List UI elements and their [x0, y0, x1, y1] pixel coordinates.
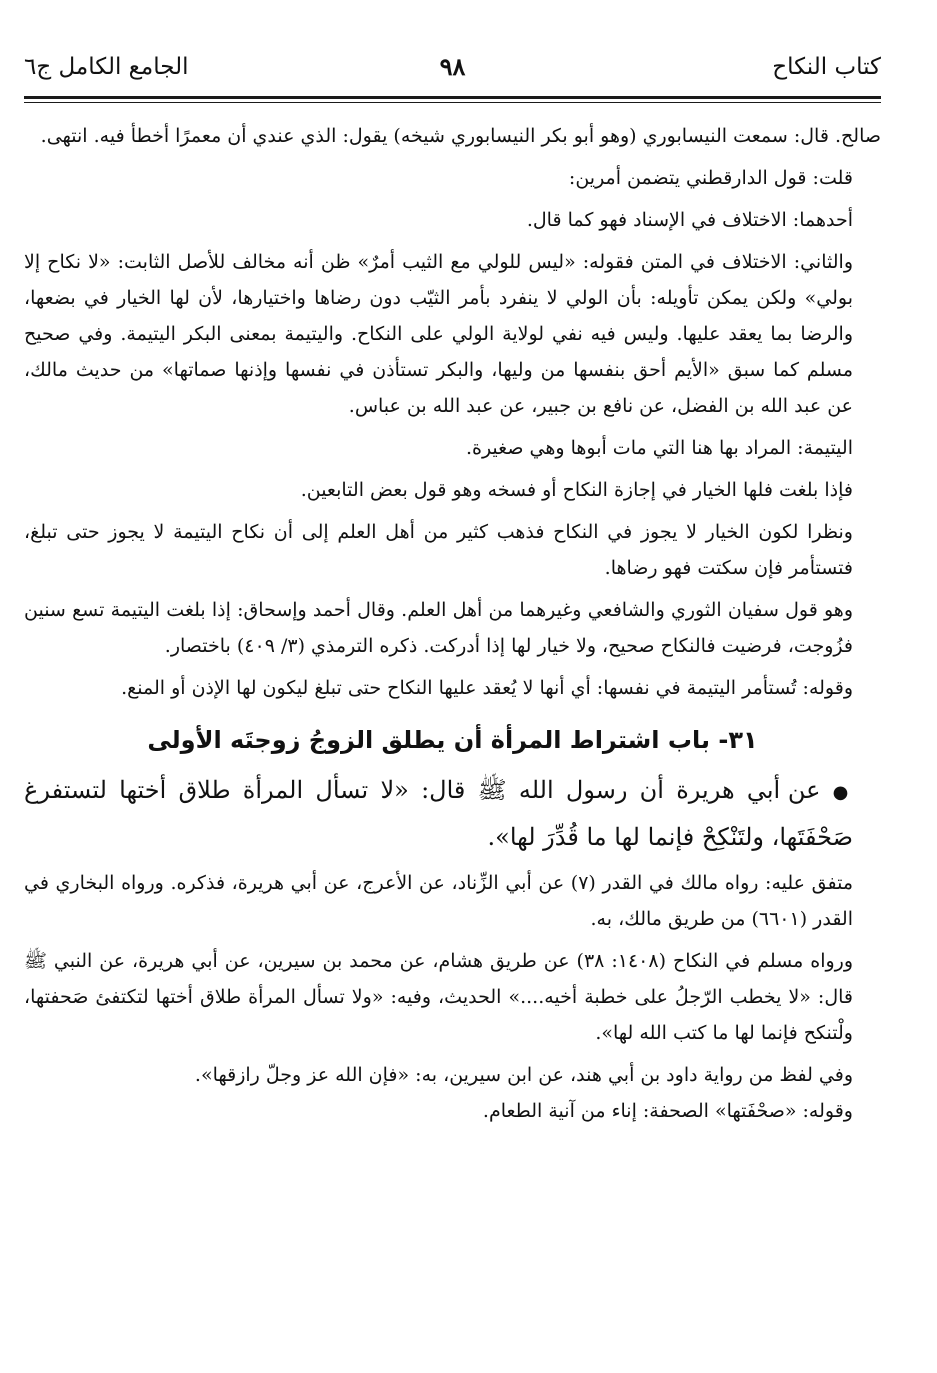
page-number: ٩٨ [439, 52, 466, 81]
paragraph: ونظرا لكون الخيار لا يجوز في النكاح فذهب كثير من أهل العلم إلى أن نكاح اليتيمة لا يجوز حتى تبلغ، فتستأمر فإن سكتت فهو رضاها. [24, 521, 853, 579]
page-body [24, 118, 881, 1129]
paragraph: قلت: قول الدارقطني يتضمن أمرين: [568, 167, 853, 189]
note-paragraph: وفي لفظ من رواية داود بن أبي هند، عن ابن سيرين، به: «فإن الله عز وجلّ رازقها». [194, 1064, 853, 1086]
paragraph: فإذا بلغت فلها الخيار في إجازة النكاح أو فسخه وهو قول بعض التابعين. [300, 479, 853, 501]
note-paragraph: ورواه مسلم في النكاح (١٤٠٨: ٣٨) عن طريق هشام، عن محمد بن سيرين، عن أبي هريرة، عن النبي ﷺ قال: «لا يخطب الرّجلُ على خطبة أخيه....» الحديث، وفيه: «ولا تسأل المرأة طلاق أختها لتكتفئ صَحفتها، ولْتنكح فإنما لها ما كتب الله لها». [24, 950, 853, 1044]
paragraph: صالح. قال: سمعت النيسابوري (وهو أبو بكر النيسابوري شيخه) يقول: الذي عندي أن معمرًا أخطأ فيه. انتهى. [40, 125, 881, 147]
header-rule-thick [24, 96, 881, 99]
note-paragraph: وقوله: «صحْفَتها» الصحفة: إناء من آنية الطعام. [482, 1100, 853, 1122]
hadith-body: عن أبي هريرة أن رسول الله ﷺ قال: «لا تسأل المرأة طلاق أختها لتستفرغ صَحْفَتَها، ولتَنْكِحْ فإنما لها ما قُدِّرَ لها». [24, 776, 853, 851]
hadith-text [24, 768, 881, 859]
paragraph: والثاني: الاختلاف في المتن فقوله: «ليس للولي مع الثيب أمرٌ» ظن أنه مخالف للأصل الثابت: «لا نكاح إلا بولي» ولكن يمكن تأويله: بأن الولي لا ينفرد بأمر الثيّب دون رضاها واختيارها، لأن لها الخيار في بضعها، والرضا بما يعقد عليها. وليس فيه نفي لولاية الولي على النكاح. واليتيمة بمعنى البكر اليتيمة. وفي صحيح مسلم كما سبق «الأيم أحق بنفسها من وليها، والبكر تستأذن في نفسها وإذنها صماتها» من حديث مالك، عن عبد الله بن الفضل، عن نافع بن جبير، عن عبد الله بن عباس. [24, 251, 853, 417]
paragraph: اليتيمة: المراد بها هنا التي مات أبوها وهي صغيرة. [465, 437, 853, 459]
note-paragraph: متفق عليه: رواه مالك في القدر (٧) عن أبي الزِّناد، عن الأعرج، عن أبي هريرة، فذكره. ورواه البخاري في القدر (٦٦٠١) من طريق مالك، به. [24, 872, 853, 930]
header-rule-thin [24, 102, 881, 103]
paragraph: أحدهما: الاختلاف في الإسناد فهو كما قال. [526, 209, 853, 231]
series-title: الجامع الكامل ج٦ [24, 54, 189, 80]
page-header [24, 52, 881, 92]
paragraph: وهو قول سفيان الثوري والشافعي وغيرهما من أهل العلم. وقال أحمد وإسحاق: إذا بلغت اليتيمة تسع سنين فزُوجت، فرضيت فالنكاح صحيح، ولا خيار لها إذا أدركت. ذكره الترمذي (٣/ ٤٠٩) باختصار. [24, 599, 853, 657]
book-title: كتاب النكاح [772, 54, 881, 80]
paragraph: وقوله: تُستأمر اليتيمة في نفسها: أي أنها لا يُعقد عليها النكاح حتى تبلغ ليكون لها الإذن أو المنع. [121, 677, 853, 699]
chapter-heading: ٣١- باب اشتراط المرأة أن يطلق الزوجُ زوجتَه الأولى [147, 726, 758, 754]
bullet-icon: ● [832, 782, 853, 803]
